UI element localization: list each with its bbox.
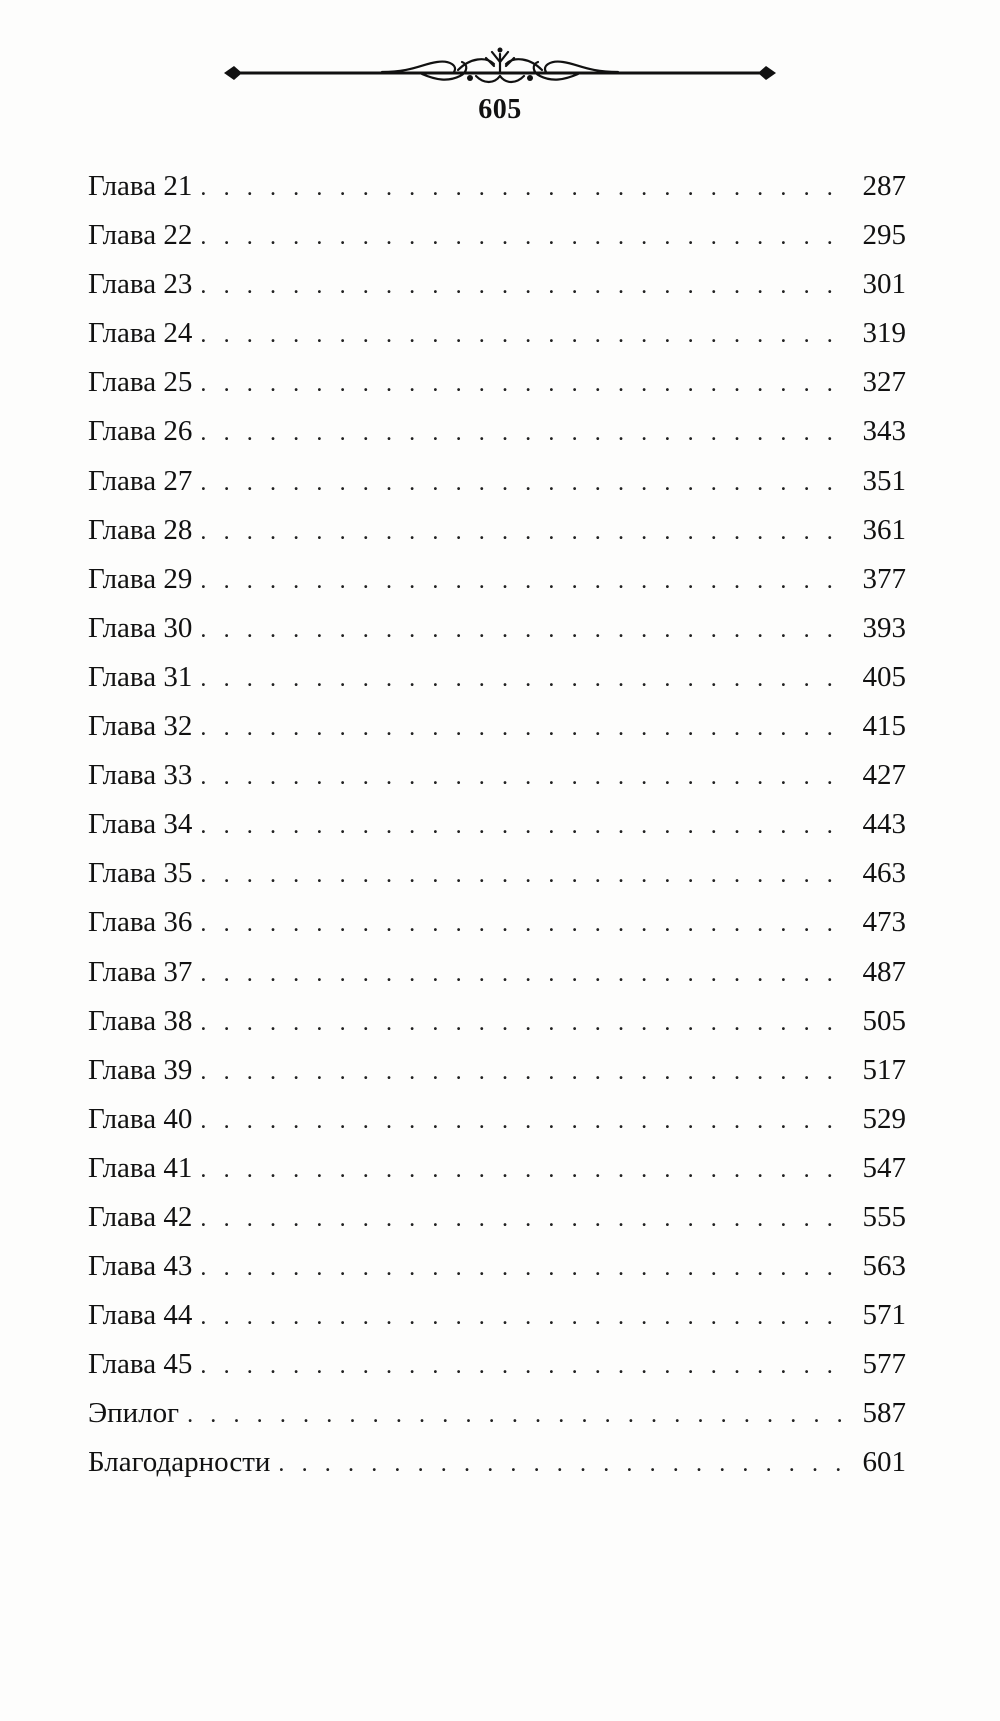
toc-entry-page: 601	[862, 1446, 906, 1479]
toc-entry-page: 463	[862, 857, 906, 890]
toc-entry	[88, 1242, 906, 1291]
toc-entry-title: Глава 44	[88, 1299, 193, 1332]
toc-entry-title: Глава 41	[88, 1151, 193, 1184]
toc-entry-page: 393	[862, 611, 906, 644]
toc-entry	[88, 604, 906, 653]
toc-entry	[88, 260, 906, 309]
dot-leader	[200, 262, 848, 311]
toc-entry	[88, 1438, 906, 1487]
dot-leader	[200, 900, 848, 949]
toc-entry	[88, 309, 906, 358]
dot-leader	[200, 851, 848, 900]
toc-entry-page: 415	[862, 710, 906, 743]
toc-entry-page: 587	[862, 1397, 906, 1430]
toc-entry-page: 547	[862, 1151, 906, 1184]
toc-entry-title: Глава 33	[88, 759, 193, 792]
toc-entry-title: Глава 42	[88, 1200, 193, 1233]
toc-entry	[88, 211, 906, 260]
toc-entry-page: 287	[862, 170, 906, 202]
dot-leader	[278, 1440, 848, 1489]
toc-entry-page: 327	[862, 366, 906, 399]
toc-entry-title: Глава 37	[88, 955, 193, 988]
toc-entry-title: Глава 38	[88, 1004, 193, 1037]
toc-entry-title: Глава 39	[88, 1053, 193, 1086]
dot-leader	[200, 655, 848, 704]
toc-entry-title: Глава 32	[88, 710, 193, 743]
toc-entry	[88, 506, 906, 555]
toc-entry	[88, 1046, 906, 1095]
toc-entry-page: 301	[862, 268, 906, 301]
toc-entry-title: Глава 25	[88, 366, 193, 399]
toc-entry-page: 377	[862, 562, 906, 595]
dot-leader	[200, 164, 848, 213]
toc-entry-title: Глава 43	[88, 1250, 193, 1283]
table-of-contents	[88, 162, 906, 1488]
toc-entry	[88, 898, 906, 947]
toc-entry-title: Глава 36	[88, 906, 193, 939]
dot-leader	[200, 1097, 848, 1146]
dot-leader	[200, 1048, 848, 1097]
page-number: 605	[478, 94, 522, 125]
toc-entry-page: 473	[862, 906, 906, 939]
toc-entry	[88, 800, 906, 849]
toc-entry-page: 563	[862, 1250, 906, 1283]
toc-entry-title: Глава 24	[88, 317, 193, 350]
toc-entry-title: Глава 22	[88, 219, 193, 252]
toc-entry-page: 529	[862, 1102, 906, 1135]
toc-entry-title: Эпилог	[88, 1397, 180, 1430]
toc-entry	[88, 162, 906, 211]
dot-leader	[187, 1391, 848, 1440]
dot-leader	[200, 1293, 848, 1342]
toc-entry	[88, 653, 906, 702]
toc-entry-title: Глава 27	[88, 464, 193, 497]
dot-leader	[200, 1195, 848, 1244]
toc-entry	[88, 1389, 906, 1438]
toc-entry-page: 361	[862, 513, 906, 546]
dot-leader	[200, 1342, 848, 1391]
dot-leader	[200, 802, 848, 851]
dot-leader	[200, 409, 848, 458]
toc-entry	[88, 555, 906, 604]
toc-entry-page: 505	[862, 1004, 906, 1037]
toc-entry-title: Глава 30	[88, 611, 193, 644]
toc-entry-title: Глава 26	[88, 415, 193, 448]
toc-entry	[88, 1095, 906, 1144]
toc-entry-page: 443	[862, 808, 906, 841]
dot-leader	[200, 1244, 848, 1293]
toc-entry-title: Глава 23	[88, 268, 193, 301]
toc-entry	[88, 407, 906, 456]
toc-entry-title: Глава 28	[88, 513, 193, 546]
dot-leader	[200, 508, 848, 557]
toc-entry	[88, 457, 906, 506]
dot-leader	[200, 311, 848, 360]
toc-entry-title: Глава 34	[88, 808, 193, 841]
toc-entry-page: 319	[862, 317, 906, 350]
toc-entry-title: Глава 35	[88, 857, 193, 890]
toc-entry	[88, 948, 906, 997]
toc-entry-page: 577	[862, 1348, 906, 1381]
toc-entry-title: Глава 31	[88, 660, 193, 693]
toc-entry-page: 571	[862, 1299, 906, 1332]
toc-entry	[88, 1340, 906, 1389]
toc-entry-page: 487	[862, 955, 906, 988]
toc-entry-page: 427	[862, 759, 906, 792]
toc-entry-page: 295	[862, 219, 906, 252]
toc-entry-title: Глава 40	[88, 1102, 193, 1135]
toc-entry-title: Глава 45	[88, 1348, 193, 1381]
dot-leader	[200, 999, 848, 1048]
toc-entry	[88, 997, 906, 1046]
dot-leader	[200, 753, 848, 802]
toc-entry-page: 343	[862, 415, 906, 448]
dot-leader	[200, 557, 848, 606]
toc-entry	[88, 751, 906, 800]
dot-leader	[200, 459, 848, 508]
toc-entry-title: Благодарности	[88, 1446, 271, 1479]
toc-entry-title: Глава 21	[88, 170, 193, 202]
dot-leader	[200, 213, 848, 262]
decorative-flourish-icon	[222, 40, 778, 100]
dot-leader	[200, 606, 848, 655]
dot-leader	[200, 360, 848, 409]
toc-entry-page: 517	[862, 1053, 906, 1086]
toc-entry-page: 555	[862, 1200, 906, 1233]
toc-entry	[88, 1193, 906, 1242]
dot-leader	[200, 704, 848, 753]
toc-entry-page: 351	[862, 464, 906, 497]
toc-entry	[88, 849, 906, 898]
toc-entry	[88, 1291, 906, 1340]
dot-leader	[200, 1146, 848, 1195]
dot-leader	[200, 950, 848, 999]
toc-entry	[88, 702, 906, 751]
toc-entry-page: 405	[862, 660, 906, 693]
toc-entry	[88, 1144, 906, 1193]
toc-entry	[88, 358, 906, 407]
toc-entry-title: Глава 29	[88, 562, 193, 595]
